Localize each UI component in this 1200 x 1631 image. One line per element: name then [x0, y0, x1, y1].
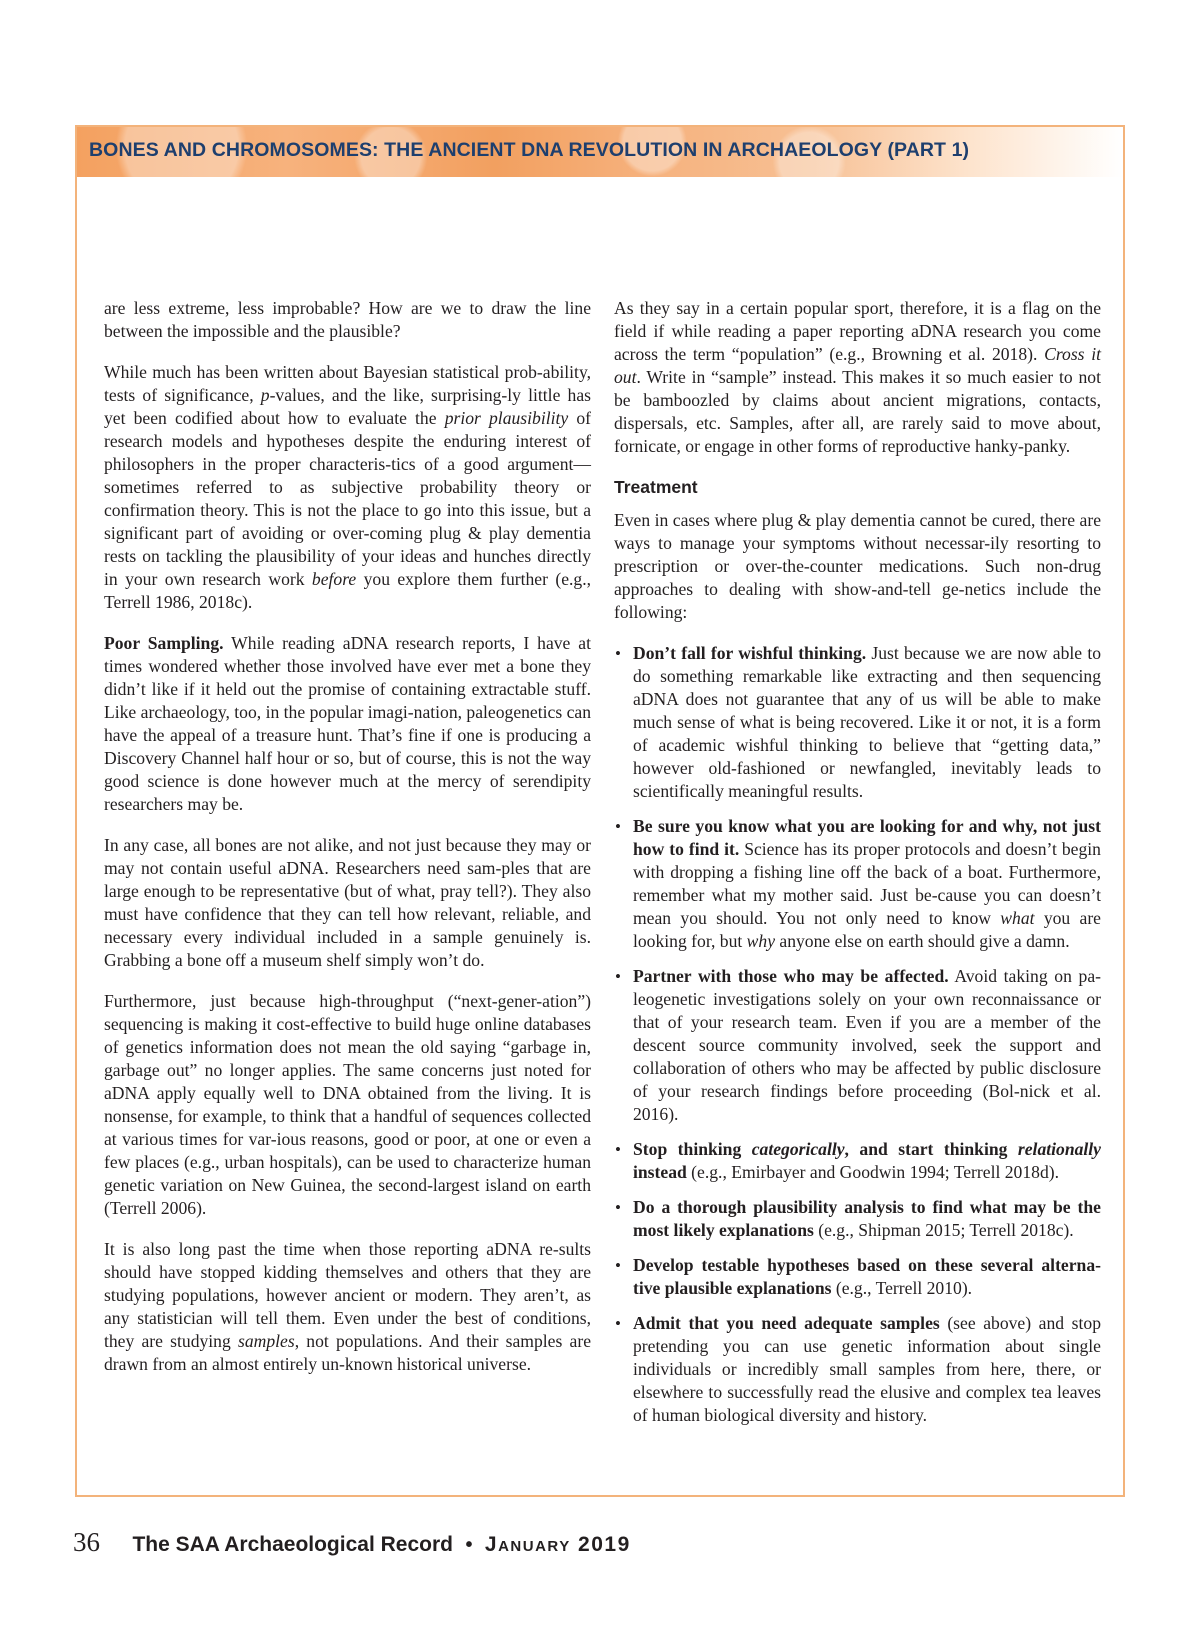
- paragraph: [104, 361, 591, 614]
- section-banner: [77, 127, 1123, 177]
- italic-run: before: [311, 569, 357, 589]
- bold-run: Admit that you need adequate samples: [633, 1313, 940, 1333]
- page-number: 36: [73, 1527, 100, 1557]
- bold-run: instead: [633, 1162, 687, 1182]
- bold-run: , and start thinking: [844, 1139, 1018, 1159]
- list-item: [614, 1138, 1101, 1184]
- italic-run: samples: [237, 1331, 295, 1351]
- text-run: Furthermore, just because high-throughput (“next-gener-ation”) sequencing is making it cost-effective to build huge online databases of genetics information does not mean the old saying “garbage in, garbage out” no longer applies. The same concerns just noted for aDNA apply equally well to DNA obtained from the living. It is nonsense, for example, to think that a handful of sequences collected at various times for var-ious reasons, good or poor, at one or even a few places (e.g., urban hospitals), can be used to characterize human genetic variation on New Guinea, the second-largest island on earth (Terrell 2006).: [104, 991, 591, 1218]
- paragraph: [614, 297, 1101, 458]
- run-in-heading: Poor Sampling.: [104, 633, 224, 653]
- text-run: , not populations. And their samples are drawn from an almost entirely un-known historical universe.: [104, 1331, 591, 1374]
- bullet-icon: •: [615, 1198, 621, 1217]
- text-run: you are looking for, but: [633, 908, 1101, 951]
- text-run: -values, and the like, surprising-ly little has yet been codified about how to evaluate the: [104, 385, 591, 428]
- right-column: [614, 297, 1101, 1439]
- text-run: Avoid taking on pa-leogenetic investigations solely on your own reconnaissance or that of your research team. Even if you are a member of the descent source community involved, seek the support and collaboration of others who may be affected by public disclosure of your research findings before proceeding (Bol-nick et al. 2016).: [633, 966, 1101, 1124]
- issue-date: January 2019: [484, 1533, 631, 1556]
- treatment-list: [614, 642, 1101, 1427]
- list-item: [614, 965, 1101, 1126]
- paragraph: [104, 1238, 591, 1376]
- page-footer: [73, 1527, 631, 1558]
- bold-run: Do a thorough plausibility analysis to find what may be the most likely explanations: [633, 1197, 1101, 1240]
- italic-run: p: [260, 385, 270, 405]
- publication-title: The SAA Archaeological Record: [132, 1533, 453, 1556]
- article-frame: [75, 125, 1125, 1497]
- bullet-icon: •: [615, 1140, 621, 1159]
- text-run: (e.g., Shipman 2015; Terrell 2018c).: [813, 1220, 1074, 1240]
- text-run: Science has its proper protocols and doesn’t begin with dropping a fishing line off the back of a boat. Furthermore, remember what my mother said. Just be-cause you can doesn’t mean you should. You not only need to know: [633, 839, 1101, 928]
- text-run: . Write in “sample” instead. This makes it so much easier to not be bamboozled by claims about ancient migrations, contacts, dispersals, etc. Samples, after all, are rarely said to move about, fornicate, or engage in other forms of reproductive hanky-panky.: [614, 367, 1101, 456]
- italic-run: what: [1000, 908, 1035, 928]
- bold-run: Develop testable hypotheses based on these several alterna-tive plausible explanations: [633, 1255, 1101, 1298]
- list-item: [614, 1312, 1101, 1427]
- bold-run: Partner with those who may be affected.: [633, 966, 949, 986]
- bold-italic-run: categorically: [751, 1139, 845, 1159]
- text-run: While much has been written about Bayesian statistical prob-ability, tests of significance,: [104, 362, 591, 405]
- text-run: Just because we are now able to do something remarkable like extracting and then sequencing aDNA does not guarantee that any of us will be able to make much sense of what is being recovered. Like it or not, it is a form of academic wishful thinking to believe that “getting data,” however old-fashioned or newfangled, inevitably leads to scientifically meaningful results.: [633, 643, 1102, 801]
- bullet-separator-icon: •: [465, 1534, 473, 1556]
- italic-run: why: [746, 931, 775, 951]
- bullet-icon: •: [615, 644, 621, 663]
- left-column: [104, 297, 591, 1394]
- bold-run: Don’t fall for wishful thinking.: [633, 643, 867, 663]
- paragraph: [104, 834, 591, 972]
- section-subheading: Treatment: [614, 477, 698, 497]
- list-item: [614, 815, 1101, 953]
- italic-run: Cross it out: [614, 344, 1101, 387]
- list-item: [614, 1196, 1101, 1242]
- bold-run: Stop thinking: [633, 1139, 752, 1159]
- paragraph: [104, 990, 591, 1220]
- bold-run: Be sure you know what you are looking for and why, not just how to find it.: [633, 816, 1101, 859]
- text-run: While reading aDNA research reports, I have at times wondered whether those involved have ever met a bone they didn’t like if it held out the promise of containing extractable stuff. Like archaeology, too, in the popular imagi-nation, paleogenetics can have the appeal of a treasure hunt. That’s fine if one is producing a Discovery Channel half hour or so, but of course, this is not the way good science is done however much at the mercy of serendipity researchers may be.: [104, 633, 591, 814]
- text-run: (e.g., Terrell 2010).: [831, 1278, 973, 1298]
- text-run: (see above) and stop pretending you can use genetic information about single individuals or incredibly small samples from here, there, or elsewhere to successfully read the elusive and complex tea leaves of human biological diversity and history.: [633, 1313, 1101, 1425]
- text-run: anyone else on earth should give a damn.: [775, 931, 1070, 951]
- text-run: of research models and hypotheses despite the enduring interest of philosophers in the proper characteris-tics of a good argument—sometimes referred to as subjective probability theory or confirmation theory. This is not the place to go into this issue, but a significant part of avoiding or over-coming plug & play dementia rests on tackling the plausibility of your ideas and hunches directly in your own research work: [104, 408, 591, 589]
- paragraph: [614, 509, 1101, 624]
- text-run: Even in cases where plug & play dementia cannot be cured, there are ways to manage your symptoms without necessar-ily resorting to prescription or over-the-counter medications. Such non-drug approaches to dealing with show-and-tell ge-netics include the following:: [614, 510, 1101, 622]
- text-run: are less extreme, less improbable? How are we to draw the line between the impossible and the plausible?: [104, 298, 591, 341]
- bullet-icon: •: [615, 817, 621, 836]
- text-run: In any case, all bones are not alike, and not just because they may or may not contain useful aDNA. Researchers need sam-ples that are large enough to be representative (but of what, pray tell?). They also must have confidence that they can tell how relevant, reliable, and necessary every individual included in a sample genuinely is. Grabbing a bone off a museum shelf simply won’t do.: [104, 835, 591, 970]
- paragraph: [104, 297, 591, 343]
- text-run: It is also long past the time when those reporting aDNA re-sults should have stopped kidding themselves and others that they are studying populations, however ancient or modern. They aren’t, as any statistician will tell them. Even under the best of conditions, they are studying: [104, 1239, 591, 1351]
- text-run: you explore them further (e.g., Terrell 1986, 2018c).: [104, 569, 591, 612]
- italic-run: prior plausibility: [444, 408, 569, 428]
- list-item: [614, 1254, 1101, 1300]
- bold-italic-run: relationally: [1017, 1139, 1101, 1159]
- list-item: [614, 642, 1101, 803]
- section-title: BONES AND CHROMOSOMES: THE ANCIENT DNA REVOLUTION IN ARCHAEOLOGY (PART 1): [89, 139, 970, 161]
- text-run: As they say in a certain popular sport, therefore, it is a flag on the field if while reading a paper reporting aDNA research you come across the term “population” (e.g., Browning et al. 2018).: [614, 298, 1101, 364]
- bullet-icon: •: [615, 1314, 621, 1333]
- bullet-icon: •: [615, 1256, 621, 1275]
- paragraph: [104, 632, 591, 816]
- bullet-icon: •: [615, 967, 621, 986]
- text-run: (e.g., Emirbayer and Goodwin 1994; Terrell 2018d).: [686, 1162, 1059, 1182]
